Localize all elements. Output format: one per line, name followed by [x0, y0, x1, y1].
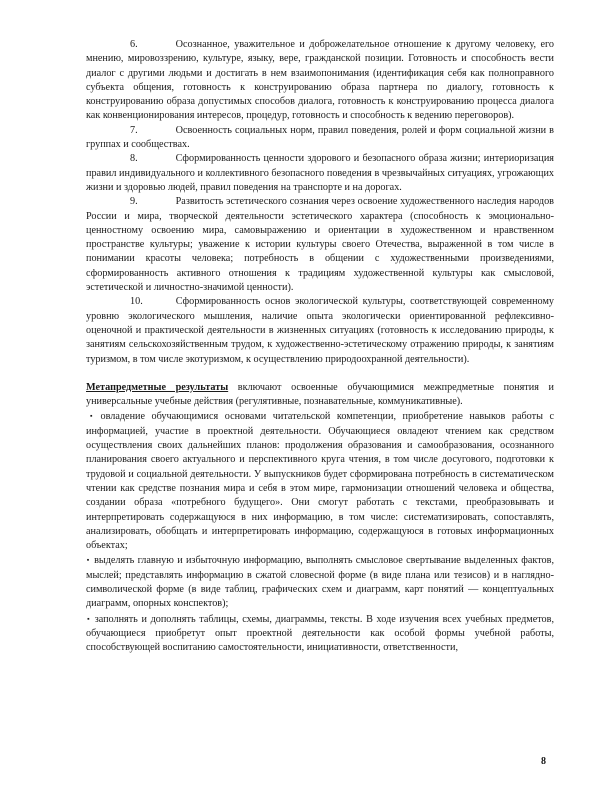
- item-number: 10.: [130, 296, 143, 308]
- square-bullet-icon: ▪: [86, 412, 97, 421]
- bullet-item-2: [86, 553, 554, 611]
- bullet-text: овладение обучающимися основами читательской компетенции, приобретение навыков работы с информацией, участие в проектной деятельности. Обучающиеся овладеют чтением как средством осуществления своих дальнейших планов: продолжения образования и самообразования, осознанного планирования своего актуального и перспективного круга чтения, в том числе досугового, подготовки к трудовой и социальной деятельности. У выпускников будет сформирована потребность в систематическом чтении как средстве познания мира и себя в этом мире, гармонизации отношений человека и общества, создании образа «потребного будущего». Они смогут работать с текстами, преобразовывать и интерпретировать содержащуюся в них информацию, в том числе: систематизировать, сопоставлять, анализировать, обобщать и интерпретировать информацию, содержащуюся в готовых информационных объектах;: [86, 411, 555, 552]
- document-body: [86, 38, 554, 655]
- item-number: 9.: [130, 196, 138, 208]
- list-item-8: [86, 152, 554, 195]
- metasubject-intro: [86, 381, 554, 410]
- bullet-item-3: [86, 612, 554, 656]
- section-intro-text: включают освоенные обучающимися межпредметные понятия и универсальные учебные действия (регулятивные, познавательные, коммуникативные).: [86, 381, 554, 408]
- bullet-item-1: [86, 409, 554, 553]
- list-item-9: [86, 195, 554, 295]
- item-number: 8.: [130, 153, 138, 165]
- list-item-10: [86, 295, 554, 366]
- page-number: 8: [541, 756, 546, 767]
- section-gap: [86, 367, 554, 381]
- list-item-6: [86, 38, 554, 124]
- bullet-text: заполнять и дополнять таблицы, схемы, диаграммы, тексты. В ходе изучения всех учебных предметов, обучающиеся приобретут опыт проектной деятельности как особой формы учебной работы, способствующей воспитанию самостоятельности, инициативности, ответственности,: [86, 613, 554, 654]
- item-number: 6.: [130, 39, 138, 50]
- item-text: Освоенность социальных норм, правил поведения, ролей и форм социальной жизни в группах и сообществах.: [86, 124, 554, 151]
- section-heading: Метапредметные результаты: [86, 381, 229, 393]
- item-text: Развитость эстетического сознания через освоение художественного наследия народов России и мира, творческой деятельности эстетического характера (способность к эмоционально-ценностному освоению мира, самовыражению и ориентации в художественном и нравственном пространстве культуры; уважение к истории культуры своего Отечества, выраженной в том числе в понимании красоты человека; потребность в общении с художественными произведениями, сформированность активного отношения к традициям художественной культуры как смысловой, эстетической и личностно-значимой ценности).: [86, 196, 554, 294]
- item-text: Сформированность основ экологической культуры, соответствующей современному уровню экологического мышления, наличие опыта экологически ориентированной рефлексивно-оценочной и практической деятельности в жизненных ситуациях (готовность к исследованию природы, к занятиям сельскохозяйственным трудом, к художественно-эстетическому отражению природы, к занятиям туризмом, в том числе экотуризмом, к осуществлению природоохранной деятельности).: [86, 296, 554, 365]
- list-item-7: [86, 124, 554, 153]
- item-text: Осознанное, уважительное и доброжелательное отношение к другому человеку, его мнению, мировоззрению, культуре, языку, вере, гражданской позиции. Готовность и способность вести диалог с другими людьми и достигать в нем взаимопонимания (идентификация себя как полноправного субъекта общения, готовность к конструированию образа партнера по диалогу, готовность к конструированию образа допустимых способов диалога, готовность к конструированию процесса диалога как конвенционирования интересов, процедур, готовность и способность к ведению переговоров).: [86, 39, 554, 122]
- bullet-text: выделять главную и избыточную информацию, выполнять смысловое свертывание выделенных фактов, мыслей; представлять информацию в сжатой словесной форме (в виде плана или тезисов) и в наглядно- символической форме (в виде таблиц, графических схем и диаграмм, карт понятий — концептуальных диаграмм, опорных конспектов);: [86, 555, 554, 610]
- item-text: Сформированность ценности здорового и безопасного образа жизни; интериоризация правил индивидуального и коллективного безопасного поведения в чрезвычайных ситуациях, угрожающих жизни и здоровью людей, правил поведения на транспорте и на дорогах.: [86, 153, 554, 193]
- square-bullet-icon: ▪: [86, 614, 91, 623]
- item-number: 7.: [130, 124, 138, 136]
- square-bullet-icon: ▪: [86, 556, 91, 565]
